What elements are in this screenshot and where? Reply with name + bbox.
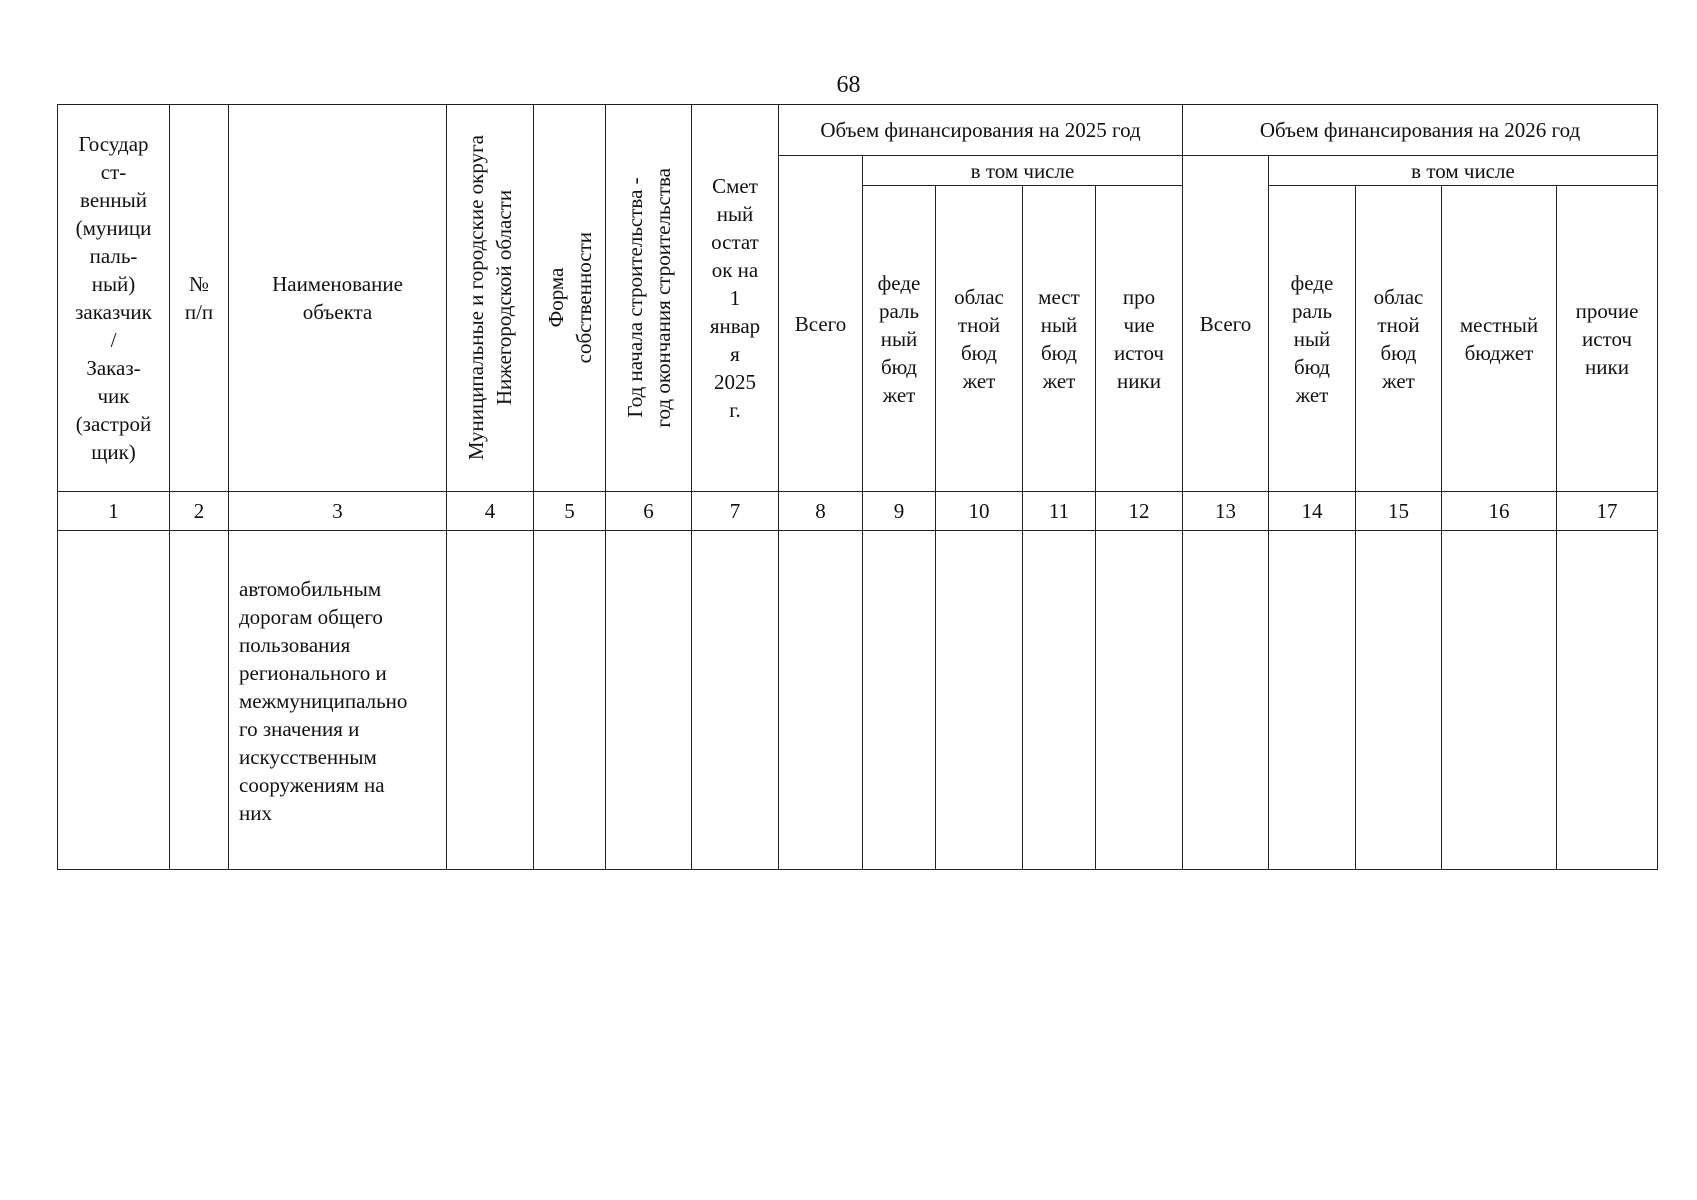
- header-2026-other-label: прочие источ ники: [1575, 298, 1639, 379]
- column-number: 14: [1269, 492, 1356, 531]
- header-2026-total-label: Всего: [1199, 311, 1252, 336]
- column-number: 16: [1442, 492, 1557, 531]
- header-ownership: [534, 105, 606, 492]
- page-number: 68: [836, 72, 861, 98]
- header-construction-years-label: Год начала строительства - год окончания строительства: [622, 168, 675, 428]
- header-funding-2026-title: Объем финансирования на 2026 год: [1259, 118, 1581, 142]
- header-2025-other-label: про чие источ ники: [1114, 284, 1164, 393]
- cell-estimated-balance: [692, 531, 779, 870]
- header-customer-label: Государ ст- венный (муници паль- ный) заказчик / Заказ- чик (застрой щик): [75, 132, 152, 464]
- object-name-text: автомобильным дорогам общего пользования регионального и межмуниципально го значения и искусственным сооружениям на них: [239, 576, 408, 825]
- cell-object-name: [229, 531, 447, 870]
- cell-customer: [58, 531, 170, 870]
- header-row-funding-years: [58, 105, 1658, 156]
- column-number: 15: [1356, 492, 1442, 531]
- header-2025-total: [779, 156, 863, 492]
- header-2026-federal-label: феде раль ный бюд жет: [1290, 270, 1334, 407]
- cell-2025-local: [1023, 531, 1096, 870]
- cell-2026-federal: [1269, 531, 1356, 870]
- header-construction-years: [606, 105, 692, 492]
- header-funding-2025: [779, 105, 1183, 156]
- cell-2026-total: [1183, 531, 1269, 870]
- column-number: 5: [534, 492, 606, 531]
- header-2025-local-label: мест ный бюд жет: [1038, 284, 1080, 393]
- header-estimated-balance-label: Смет ный остат ок на 1 январ я 2025 г.: [709, 174, 761, 422]
- column-number: 8: [779, 492, 863, 531]
- column-number: 10: [936, 492, 1023, 531]
- column-number: 11: [1023, 492, 1096, 531]
- cell-2025-regional: [936, 531, 1023, 870]
- header-2025-regional: [936, 186, 1023, 492]
- column-number: 1: [58, 492, 170, 531]
- column-number: 17: [1557, 492, 1658, 531]
- cell-2026-other: [1557, 531, 1658, 870]
- column-number-row: [58, 492, 1658, 531]
- header-object-name: [229, 105, 447, 492]
- header-customer: [58, 105, 170, 492]
- header-2026-regional: [1356, 186, 1442, 492]
- column-number: 3: [229, 492, 447, 531]
- header-2025-including-label: в том числе: [970, 158, 1075, 183]
- column-number: 12: [1096, 492, 1183, 531]
- header-2025-local: [1023, 186, 1096, 492]
- column-number: 7: [692, 492, 779, 531]
- column-number: 2: [170, 492, 229, 531]
- cell-2025-other: [1096, 531, 1183, 870]
- header-2026-including-label: в том числе: [1411, 158, 1515, 183]
- cell-ownership: [534, 531, 606, 870]
- header-2026-regional-label: облас тной бюд жет: [1373, 284, 1424, 393]
- header-funding-2026: [1183, 105, 1658, 156]
- header-2026-including: [1269, 156, 1658, 186]
- header-ownership-label: Форма собственности: [543, 232, 596, 364]
- header-2025-other: [1096, 186, 1183, 492]
- header-2025-total-label: Всего: [794, 311, 847, 336]
- header-2025-including: [863, 156, 1183, 186]
- header-2025-federal: [863, 186, 936, 492]
- cell-construction-years: [606, 531, 692, 870]
- column-number: 9: [863, 492, 936, 531]
- header-2025-regional-label: облас тной бюд жет: [954, 284, 1004, 393]
- header-municipalities: [447, 105, 534, 492]
- column-number: 13: [1183, 492, 1269, 531]
- header-2026-local: [1442, 186, 1557, 492]
- column-number: 6: [606, 492, 692, 531]
- header-number-label: № п/п: [184, 272, 214, 324]
- header-number: [170, 105, 229, 492]
- header-2026-other: [1557, 186, 1658, 492]
- cell-2025-total: [779, 531, 863, 870]
- cell-municipalities: [447, 531, 534, 870]
- header-2026-local-label: местный бюджет: [1459, 312, 1539, 365]
- cell-2026-regional: [1356, 531, 1442, 870]
- cell-2026-local: [1442, 531, 1557, 870]
- header-estimated-balance: [692, 105, 779, 492]
- header-2026-total: [1183, 156, 1269, 492]
- header-funding-2025-title: Объем финансирования на 2025 год: [820, 118, 1141, 142]
- cell-number: [170, 531, 229, 870]
- header-2025-federal-label: феде раль ный бюд жет: [877, 270, 921, 407]
- header-object-name-label: Наименование объекта: [272, 272, 403, 324]
- investment-table: [57, 104, 1658, 870]
- table-row: [58, 531, 1658, 870]
- header-2026-federal: [1269, 186, 1356, 492]
- header-municipalities-label: Муниципальные и городские округа Нижегородской области: [464, 135, 516, 461]
- cell-2025-federal: [863, 531, 936, 870]
- column-number: 4: [447, 492, 534, 531]
